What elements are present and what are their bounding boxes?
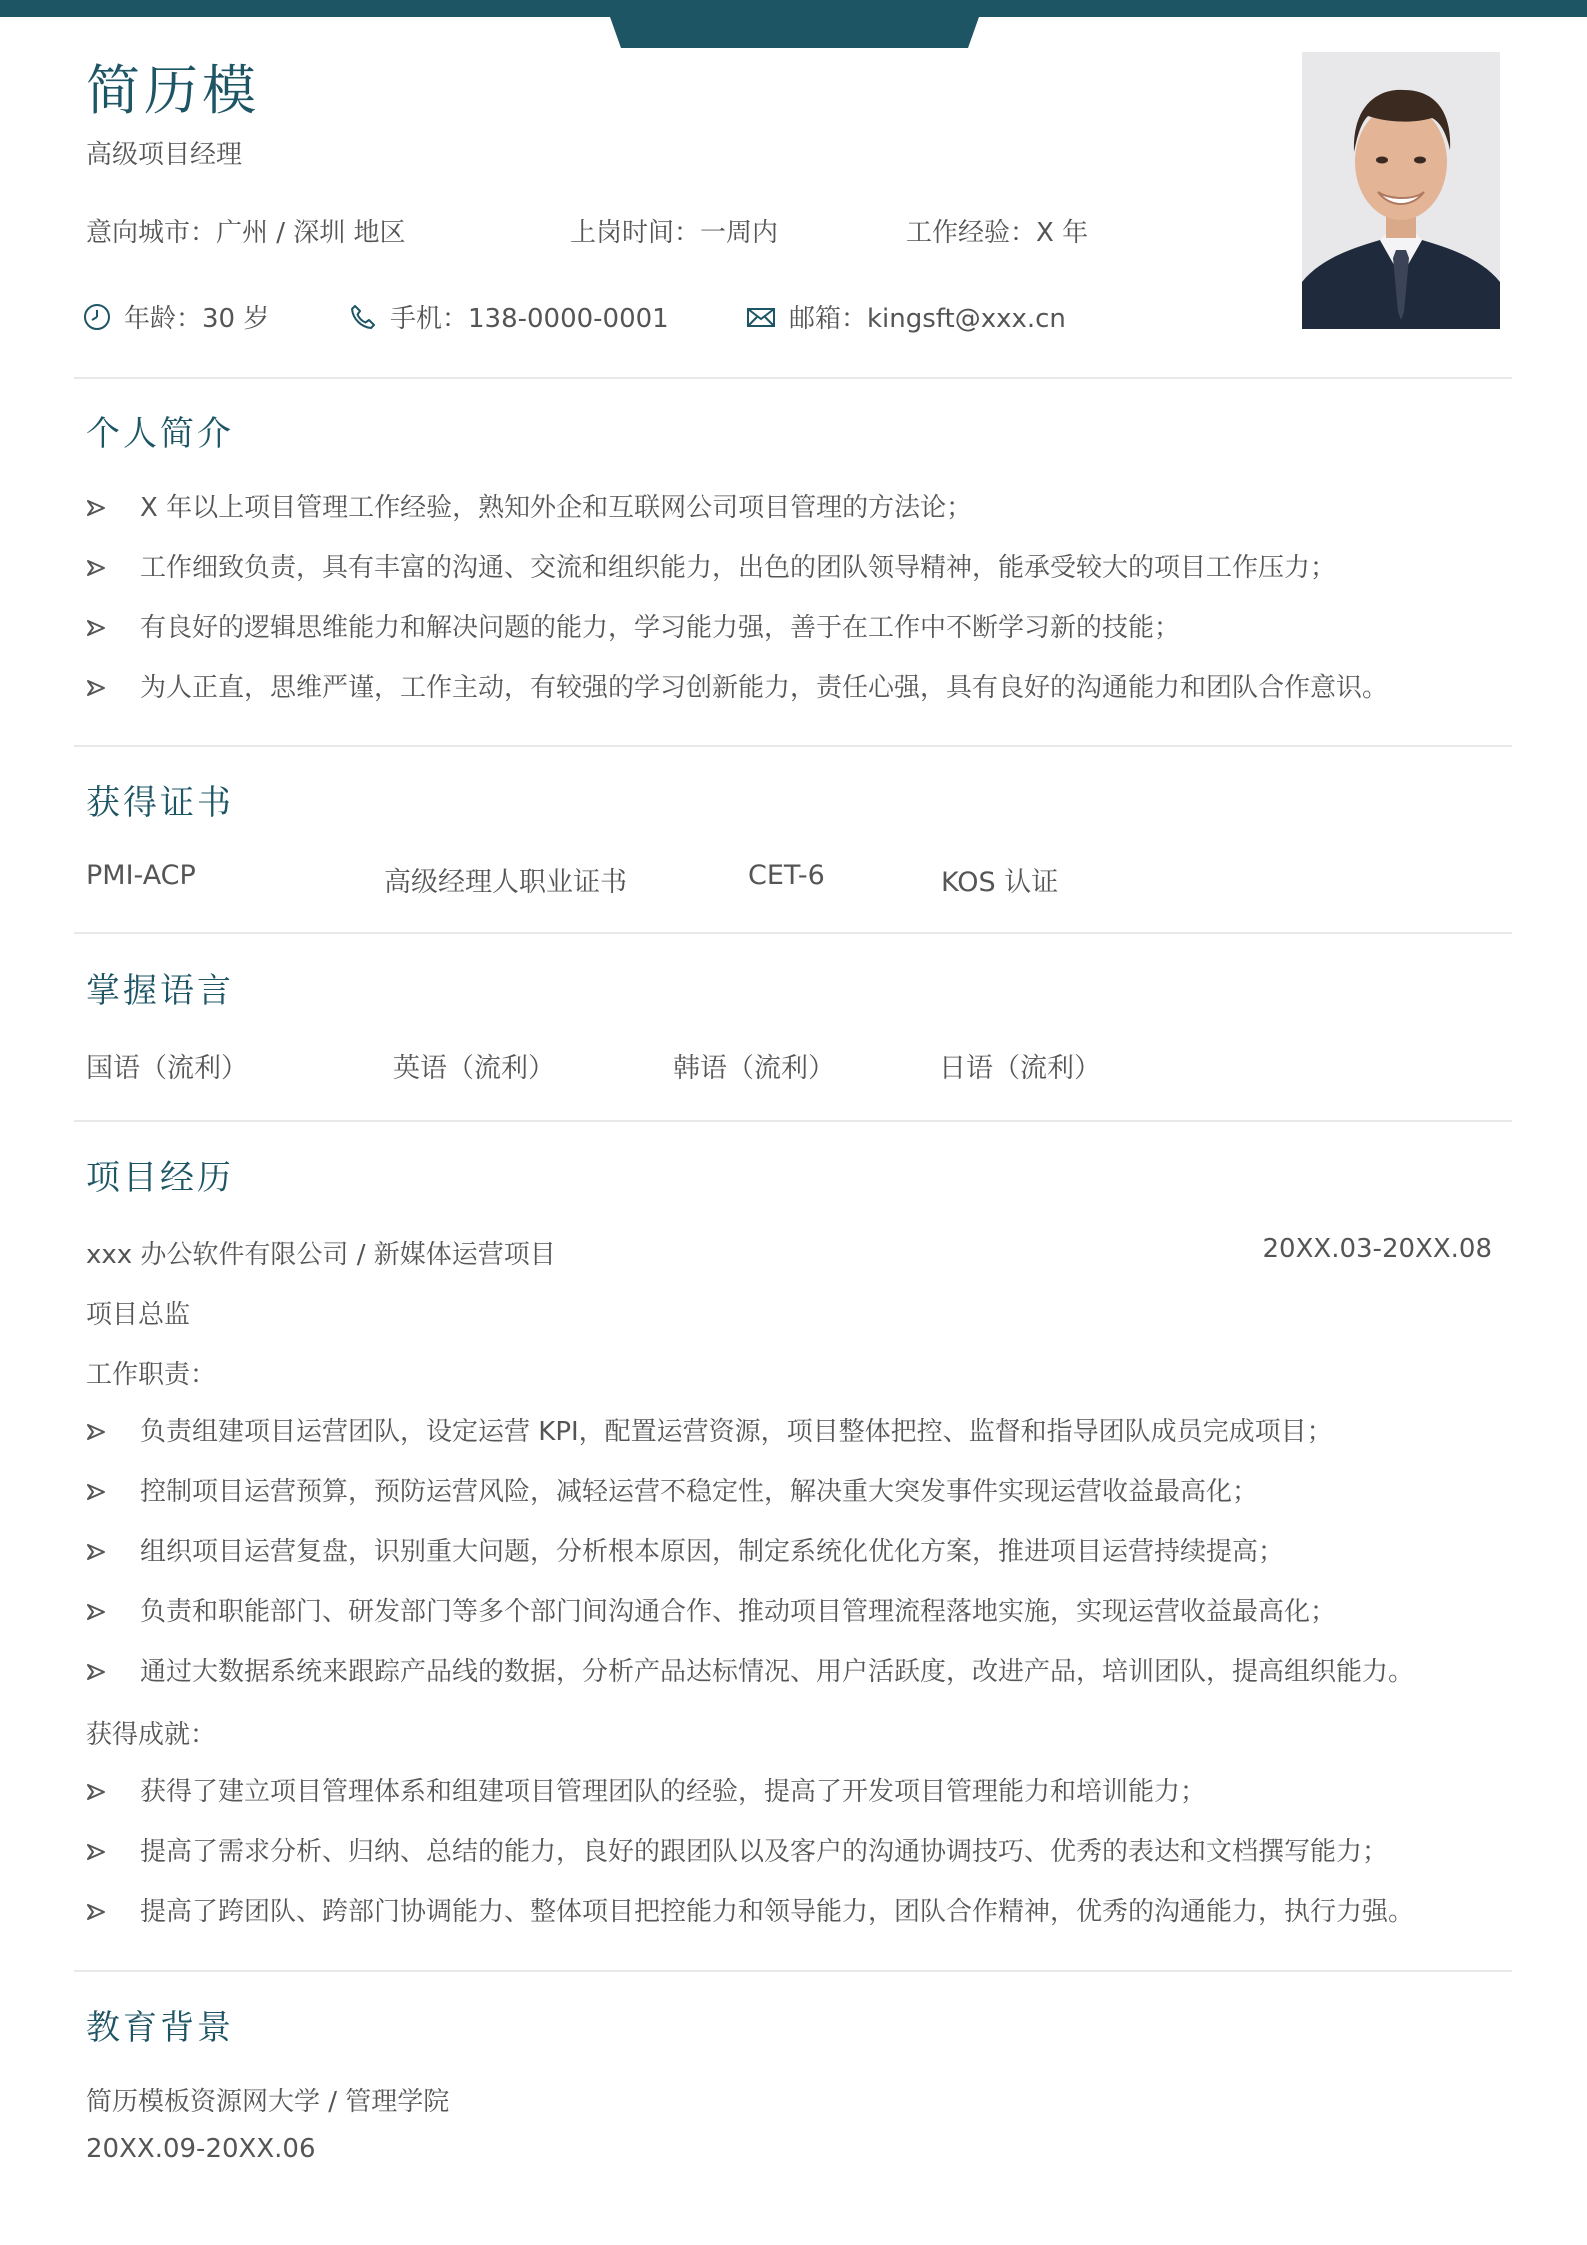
duties-label: 工作职责： <box>86 1360 217 1390</box>
list-item: 工作细致负责，具有丰富的沟通、交流和组织能力，出色的团队领导精神，能承受较大的项目工作压力； <box>86 538 1526 598</box>
list-item: 提高了需求分析、归纳、总结的能力，良好的跟团队以及客户的沟通协调技巧、优秀的表达和文档撰写能力； <box>86 1822 1526 1882</box>
top-banner <box>0 0 1587 48</box>
list-item: 负责组建项目运营团队，设定运营 KPI，配置运营资源，项目整体把控、监督和指导团队成员完成项目； <box>86 1402 1526 1462</box>
language-item: 英语（流利） <box>393 1053 555 1084</box>
candidate-name: 简历模 <box>86 59 260 122</box>
language-item: 国语（流利） <box>86 1053 248 1084</box>
arrow-bullet-icon <box>86 498 106 518</box>
start-time: 上岗时间：一周内 <box>570 218 779 248</box>
age-item <box>82 298 269 335</box>
arrow-bullet-icon <box>86 1782 106 1802</box>
list-item: 有良好的逻辑思维能力和解决问题的能力，学习能力强，善于在工作中不断学习新的技能； <box>86 598 1526 658</box>
email-text: 邮箱：kingsft@xxx.cn <box>789 304 1066 334</box>
arrow-bullet-icon <box>86 1662 106 1682</box>
section-title-profile: 个人简介 <box>86 414 234 454</box>
arrow-bullet-icon <box>86 1542 106 1562</box>
contact-row <box>82 298 1282 338</box>
phone-item <box>348 298 669 335</box>
phone-icon <box>348 302 378 332</box>
certificate-item: PMI-ACP <box>86 860 196 891</box>
arrow-bullet-icon <box>86 1602 106 1622</box>
age-text: 年龄：30 岁 <box>124 304 270 334</box>
profile-photo <box>1302 52 1500 329</box>
certificate-item: CET-6 <box>748 860 825 891</box>
list-item: 组织项目运营复盘，识别重大问题，分析根本原因，制定系统化优化方案，推进项目运营持续提高； <box>86 1522 1526 1582</box>
project-role: 项目总监 <box>86 1300 191 1330</box>
section-title-projects: 项目经历 <box>86 1158 234 1198</box>
intent-city: 意向城市：广州 / 深圳 地区 <box>86 218 406 248</box>
achievements-list <box>86 1762 1526 1942</box>
divider <box>74 377 1512 379</box>
email-item <box>745 298 1066 335</box>
list-item: 获得了建立项目管理体系和组建项目管理团队的经验，提高了开发项目管理能力和培训能力； <box>86 1762 1526 1822</box>
arrow-bullet-icon <box>86 678 106 698</box>
project-company: xxx 办公软件有限公司 / 新媒体运营项目 <box>86 1240 556 1270</box>
divider <box>74 932 1512 934</box>
section-title-languages: 掌握语言 <box>86 971 234 1011</box>
arrow-bullet-icon <box>86 558 106 578</box>
arrow-bullet-icon <box>86 1482 106 1502</box>
language-list <box>86 1046 1486 1086</box>
certificate-item: KOS 认证 <box>941 867 1059 898</box>
list-item: 通过大数据系统来跟踪产品线的数据，分析产品达标情况、用户活跃度，改进产品，培训团队，提高组织能力。 <box>86 1642 1526 1702</box>
divider <box>74 1970 1512 1972</box>
achievements-label: 获得成就： <box>86 1720 217 1750</box>
list-item: X 年以上项目管理工作经验，熟知外企和互联网公司项目管理的方法论； <box>86 478 1526 538</box>
project-period: 20XX.03-20XX.08 <box>1262 1234 1492 1264</box>
intent-info-row <box>86 212 1286 252</box>
arrow-bullet-icon <box>86 1842 106 1862</box>
arrow-bullet-icon <box>86 618 106 638</box>
clock-icon <box>82 302 112 332</box>
phone-text: 手机：138-0000-0001 <box>390 304 669 334</box>
arrow-bullet-icon <box>86 1422 106 1442</box>
section-title-certificates: 获得证书 <box>86 783 234 823</box>
language-item: 韩语（流利） <box>673 1053 835 1084</box>
work-experience: 工作经验：X 年 <box>906 218 1089 248</box>
divider <box>74 745 1512 747</box>
list-item: 为人正直，思维严谨，工作主动，有较强的学习创新能力，责任心强，具有良好的沟通能力和团队合作意识。 <box>86 658 1526 718</box>
list-item: 控制项目运营预算，预防运营风险，减轻运营不稳定性，解决重大突发事件实现运营收益最高化； <box>86 1462 1526 1522</box>
envelope-icon <box>745 302 777 332</box>
section-title-education: 教育背景 <box>86 2008 234 2048</box>
duties-list <box>86 1402 1526 1702</box>
language-item: 日语（流利） <box>939 1053 1101 1084</box>
certificate-item: 高级经理人职业证书 <box>384 867 627 898</box>
certificate-list <box>86 860 1486 900</box>
list-item: 负责和职能部门、研发部门等多个部门间沟通合作、推动项目管理流程落地实施，实现运营收益最高化； <box>86 1582 1526 1642</box>
divider <box>74 1120 1512 1122</box>
education-period: 20XX.09-20XX.06 <box>86 2134 316 2164</box>
list-item: 提高了跨团队、跨部门协调能力、整体项目把控能力和领导能力，团队合作精神，优秀的沟通能力，执行力强。 <box>86 1882 1526 1942</box>
arrow-bullet-icon <box>86 1902 106 1922</box>
profile-list <box>86 478 1526 718</box>
education-school: 简历模板资源网大学 / 管理学院 <box>86 2087 450 2117</box>
job-title: 高级项目经理 <box>86 140 243 170</box>
